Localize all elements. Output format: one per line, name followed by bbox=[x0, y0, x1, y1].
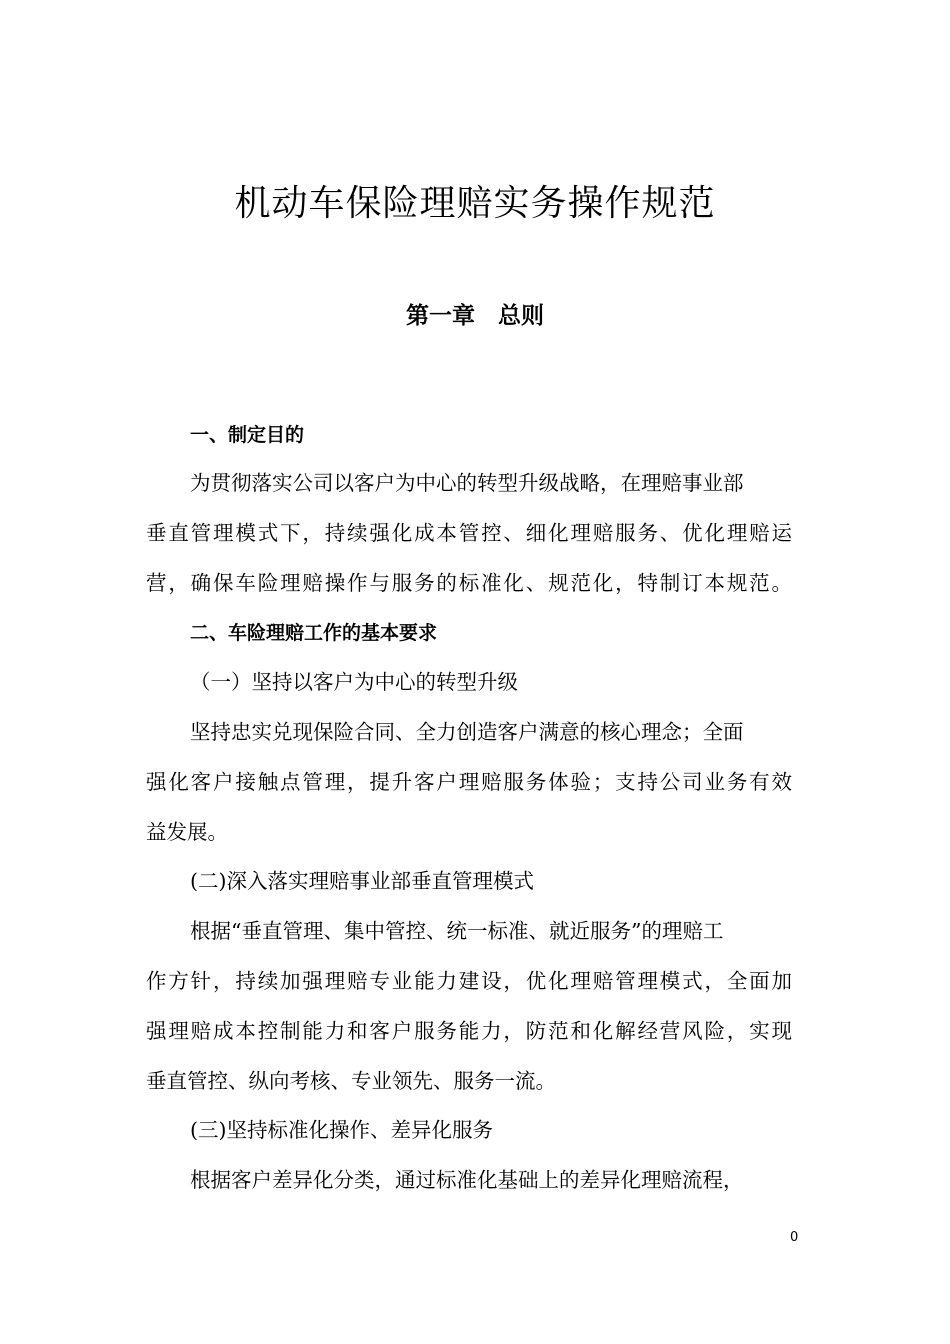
subsection-heading: （一）坚持以客户为中心的转型升级 bbox=[190, 670, 518, 694]
paragraph-line: 坚持忠实兑现保险合同、全力创造客户满意的核心理念；全面 bbox=[190, 720, 744, 744]
section-heading: 一、制定目的 bbox=[190, 424, 305, 446]
subsection-heading: (二)深入落实理赔事业部垂直管理模式 bbox=[190, 869, 534, 893]
paragraph-line: 垂直管控、纵向考核、专业领先、服务一流。 bbox=[146, 1069, 556, 1093]
paragraph-line: 为贯彻落实公司以客户为中心的转型升级战略，在理赔事业部 bbox=[190, 471, 744, 495]
section-heading: 二、车险理赔工作的基本要求 bbox=[190, 622, 438, 644]
paragraph-line: 强理赔成本控制能力和客户服务能力，防范和化解经营风险，实现 bbox=[146, 1019, 792, 1043]
paragraph-line: 强化客户接触点管理，提升客户理赔服务体验；支持公司业务有效 bbox=[146, 770, 792, 794]
paragraph-line: 益发展。 bbox=[146, 820, 228, 844]
paragraph-line: 作方针，持续加强理赔专业能力建设，优化理赔管理模式，全面加 bbox=[146, 969, 792, 993]
page-number: 0 bbox=[790, 1230, 799, 1245]
subsection-heading: (三)坚持标准化操作、差异化服务 bbox=[190, 1118, 493, 1142]
paragraph-line: 垂直管理模式下，持续强化成本管控、细化理赔服务、优化理赔运 bbox=[146, 521, 792, 545]
paragraph-line: 营，确保车险理赔操作与服务的标准化、规范化，特制订本规范。 bbox=[146, 571, 792, 595]
document-title: 机动车保险理赔实务操作规范 bbox=[234, 183, 716, 225]
paragraph-line: 根据“垂直管理、集中管控、统一标准、就近服务”的理赔工 bbox=[190, 919, 724, 943]
paragraph-line: 根据客户差异化分类，通过标准化基础上的差异化理赔流程， bbox=[190, 1168, 744, 1192]
chapter-title: 第一章 总则 bbox=[406, 303, 544, 329]
